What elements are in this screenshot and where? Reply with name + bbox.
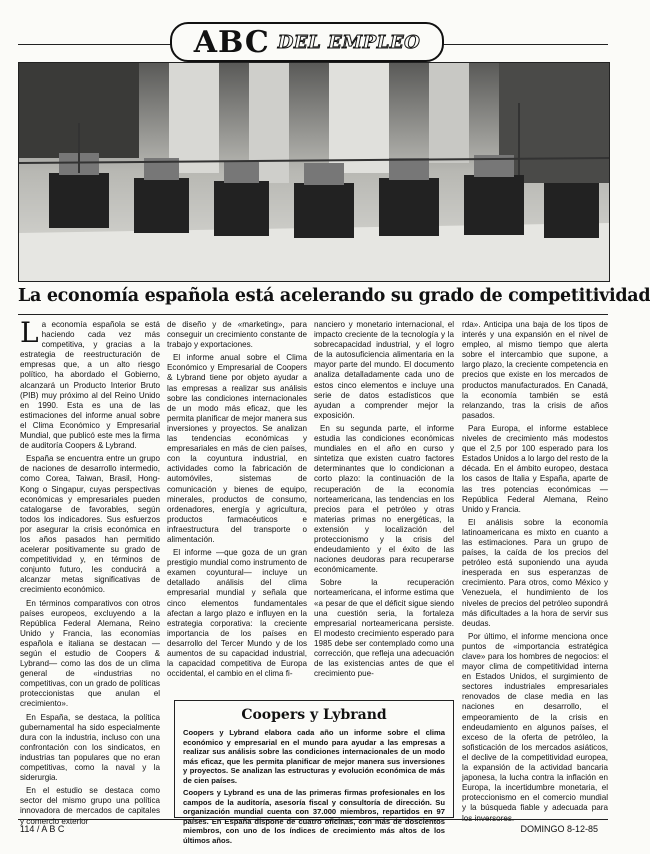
paragraph: En el estudio se destaca como sector del mismo grupo una política innovadora de mercados de capitales y comercio exterior [20, 786, 160, 826]
sidebar-box-paragraph: Coopers y Lybrand elabora cada año un informe sobre el clima económico y empresarial en el mundo para ayudar a las empresas a realizar sus análisis sobre las condiciones internacionales de un modo más eficaz, que les permita planificar de mejor manera sus inversiones y proyectos. Se analizan las estructuras y evolución económica de más de cien países. [183, 728, 445, 785]
sidebar-box [174, 700, 454, 845]
masthead-section: DEL EMPLEO [277, 31, 421, 53]
sidebar-box-title: Coopers y Lybrand [241, 707, 387, 723]
paragraph-text: a economía española se está haciendo cada vez más competitiva, y gracias a la estrategia de reestructuración de empresas que, a un alto riesgo político, ha abordado el Gobierno, alcanzará un Producto Interior Bruto (PIB) muy próximo al del Reino Unido en 1990. Esta es una de las estimaciones del informe anual sobre el Clima Económico y Empresarial Mundial, que publicó este mes la firma de auditoría Coopers & Lybrand. [20, 320, 160, 451]
paragraph [20, 316, 160, 451]
article-column-2 [167, 320, 307, 698]
drop-cap: L [20, 316, 39, 349]
masthead-banner [170, 22, 444, 62]
footer-rule [18, 819, 608, 820]
headline: La economía española está acelerando su grado de competitividad [18, 286, 650, 306]
paragraph: El informe —que goza de un gran prestigio mundial como instrumento de examen coyuntural— incluye un detallado análisis del clima empresarial mundial y señala que cinco elementos fundamentales afectan a largo plazo e influyen en la estrategia corporativa: la creciente importancia de los países en desarrollo del Tercer Mundo y de los aumentos de su capacidad industrial, la capacidad competitiva de Europa occidental, el cambio en el clima fi- [167, 548, 307, 679]
paragraph: España se encuentra entre un grupo de naciones de desarrollo intermedio, como Corea, Taiwan, Brasil, Hong-Kong o Singapur, cuyas perspectivas económicas y empresariales pueden catalogarse de favorables, según todos los indicadores. Sus esfuerzos por asegurar la crisis económica en los años pasados han permitido acelerar positivamente su grado de competitividad y, en términos de conjunto futuro, les conducirá a alcanzar metas significativas de crecimiento económico. [20, 454, 160, 595]
paragraph: Sobre la recuperación norteamericana, el informe estima que «a pesar de que el déficit sigue siendo una cuestión seria, la fortaleza empresarial norteamericana persiste. El modesto crecimiento esperado para 1985 debe ser contemplado como una corrección, que refleja una adecuación de las existencias antes de que el crecimiento pue- [314, 578, 454, 679]
factory-photo-illustration [19, 63, 609, 281]
paragraph: de diseño y de «marketing», para conseguir un crecimiento constante de trabajo y exportaciones. [167, 320, 307, 350]
masthead [0, 0, 620, 62]
paragraph: rda». Anticipa una baja de los tipos de interés y una expansión en el nivel de empleo, al mismo tiempo que alerta sobre el intercambio que supone, a largo plazo, la creciente competencia en precios que existe en los mercados de productos manufacturados. En Canadá, la economía también se está relanzando, tras la crisis de años pasados. [462, 320, 608, 420]
paragraph: El informe anual sobre el Clima Económico y Empresarial de Coopers & Lybrand tiene por objeto ayudar a las empresas a realizar sus análisis sobre las condiciones internacionales de un modo más eficaz, que les permita planificar de mejor manera sus inversiones y proyectos. Se analizan las tendencias económicas y empresariales en más de cien países, con la coyuntura industrial, en actividades como la fabricación de automóviles, sistemas de comunicación y bienes de equipo, minerales, productos de consumo, ordenadores, energía y agricultura, productos farmacéuticos e infraestructura del transporte o alimentación. [167, 353, 307, 544]
headline-rule [18, 314, 608, 315]
paragraph: Para Europa, el informe establece niveles de crecimiento más modestos que el 2,5 por 100 esperado para los Estados Unidos a lo largo del resto de la década. En el ámbito europeo, destaca los casos de Italia y España, aparte de las tres potencias económicas —República Federal Alemana, Reino Unido y Francia. [462, 423, 608, 514]
paragraph: En su segunda parte, el informe estudia las condiciones económicas mundiales en el año en curso y sintetiza que existen cuatro factores determinantes que lo condicionan a corto plazo: la continuación de la recuperación de la economía norteamericana, las tendencias en los precios para el petróleo y otras materias primas no energéticas, la extensión y localización del proteccionismo y la crisis del endeudamiento y el éxito de las naciones deudoras para recuperarse económicamente. [314, 423, 454, 575]
sidebar-box-paragraph: Coopers y Lybrand es una de las primeras firmas profesionales en los campos de la auditoría, asesoría fiscal y consultoría de dirección. Su organización mundial cuenta con 37.000 miembros, repartidos en 97 países. En España dispone de cuatro oficinas, con más de doscientos miembros, con uno de los índices de crecimiento más altos de los últimos años. [183, 788, 445, 845]
paragraph: En términos comparativos con otros países europeos, excluyendo a la República Federal Alemana, Reino Unido y Francia, las economías española e italiana se destacan —según el estudio de Coopers & Lybrand— como las dos de un clima general de «industrias no competitivas, con un grado de políticas proteccionistas que anulan el crecimiento». [20, 598, 160, 709]
issue-date: DOMINGO 8-12-85 [520, 824, 598, 834]
page-number: 114 / A B C [20, 824, 65, 834]
factory-photo [18, 62, 610, 282]
article-column-4 [462, 320, 608, 823]
paragraph: El análisis sobre la economía latinoamericana es mixto en cuanto a las estimaciones. Para un grupo de países, la caída de los precios del petróleo está suponiendo una ayuda inesperada en sus esperanzas de crecimiento. Para otros, como México y Venezuela, el hundimiento de los niveles de precios del petróleo supondrá más dificultades a la hora de servir sus deudas. [462, 517, 608, 628]
article-column-3 [314, 320, 454, 698]
paragraph: En España, se destaca, la política gubernamental ha sido especialmente dura con la industria, incluso con una confrontación con los sindicatos, en industrias tan populares que no eran competitivas, como la naval y la siderurgia. [20, 712, 160, 783]
article-column-1 [20, 316, 160, 826]
paragraph: nanciero y monetario internacional, el impacto creciente de la tecnología y la sobrecapacidad industrial, y el logro de la autosuficiencia alimentaria en la mayor parte del mundo. El documento analiza detalladamente cada uno de estos cinco elementos e incluye una serie de datos estadísticos que ayudan a comprender mejor la exposición. [314, 320, 454, 420]
masthead-logo: ABC [193, 24, 270, 60]
paragraph: Por último, el informe menciona once puntos de «importancia estratégica clave» para los hombres de negocios: el mayor clima de competitividad interna en Estados Unidos, el surgimiento de sectores industriales empresariales renovados de clase media en las naciones en desarrollo, el empeoramiento de la crisis en endeudamiento en algunos países, el exceso de la oferta de petróleo, la sofisticación de los mercados asiáticos, el declive de la competitividad europea, la expansión de la actividad bancaria japonesa, la lucha contra la inflación en Europa, la incertidumbre monetaria, el proteccionismo en el comercio mundial y la búsqueda fiable y adecuada para los inversores. [462, 631, 608, 823]
